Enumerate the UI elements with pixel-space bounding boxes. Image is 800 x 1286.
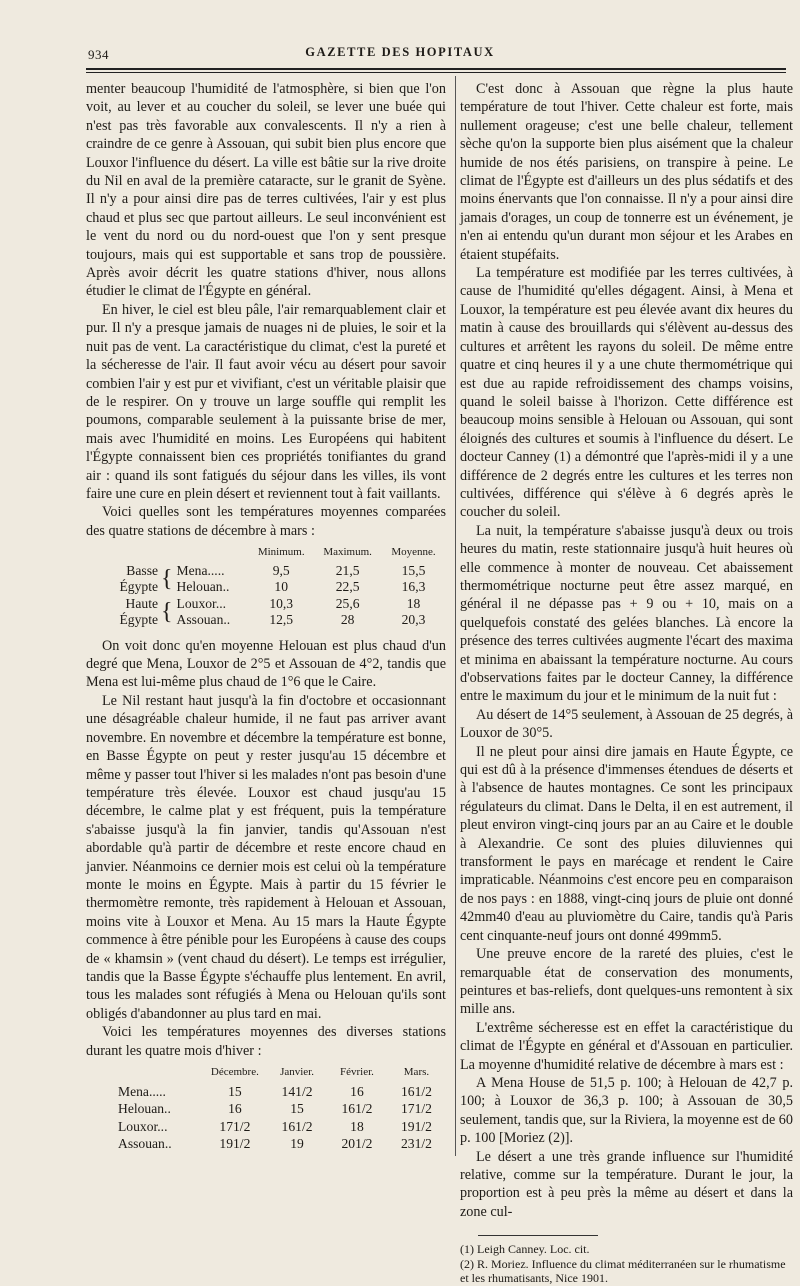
table-cell: 231/2 — [400, 1136, 432, 1152]
header-minimum: Minimum. — [257, 546, 305, 559]
table-row — [116, 1083, 446, 1101]
value-mean: 15,5 — [401, 562, 426, 578]
value-max: 22,5 — [335, 579, 360, 595]
table-cell: 19 — [290, 1136, 304, 1152]
brace-glyph: { — [161, 566, 173, 593]
value-min: 12,5 — [269, 612, 294, 628]
column-separator — [455, 76, 456, 1156]
table-cell: 171/2 — [400, 1101, 432, 1117]
running-head-title: GAZETTE DES HOPITAUX — [305, 45, 495, 59]
table-header-row — [116, 1064, 446, 1083]
station-name: Helouan.. — [118, 1101, 171, 1117]
header-maximum: Maximum. — [323, 546, 372, 559]
table-row — [86, 563, 446, 580]
header-december: Décembre. — [210, 1066, 259, 1078]
header-rule — [86, 68, 786, 70]
paragraph: On voit donc qu'en moyenne Helouan est plus chaud d'un degré que Mena, Louxor de 2°5 et Assouan de 4°2, tandis que Mena est lui-même plus chaud de 1°6 que le Caire. — [86, 637, 446, 691]
table-cell: 201/2 — [341, 1136, 373, 1152]
station-name: Helouan.. — [176, 579, 230, 595]
table-cell: 15 — [290, 1101, 304, 1117]
table-cell: 16 — [228, 1101, 242, 1117]
value-min: 9,5 — [272, 562, 290, 578]
station-name: Mena..... — [118, 1083, 166, 1099]
paragraph: Voici quelles sont les températures moyennes comparées des quatre stations de décembre à mars : — [86, 504, 446, 539]
paragraph: Au désert de 14°5 seulement, à Assouan de 25 degrés, à Louxor de 30°5. — [460, 706, 793, 742]
table-cell: 141/2 — [281, 1083, 313, 1099]
station-name: Louxor... — [118, 1118, 168, 1134]
value-max: 28 — [340, 612, 355, 628]
paragraph: C'est donc à Assouan que règne la plus haute température de tout l'hiver. Cette chaleur est forte, mais nullement orageuse; c'est une belle chaleur, tellement sèche qu'on la supporte bien plus aisément que la chaleur humide de nos étés parisiens, on transpire à peine. Le climat de l'Égypte est d'ailleurs un des plus sédatifs et des moins énervants que l'on connaisse. Il n'y a pour ainsi dire jamais d'orages, un coup de tonnerre est un événement, je n'en ai entendu qu'un durant mon séjour et les Arabes en étaient stupéfaits. — [460, 81, 793, 263]
table-cell: 18 — [350, 1118, 364, 1134]
paragraph: En hiver, le ciel est bleu pâle, l'air remarquablement clair et pur. Il n'y a presque jamais de nuages ni de pluies, le soir et la nuit pas de vent. La caractéristique du climat, c'est la pureté et la sécheresse de l'air. Il faut avoir vécu au désert pour savoir combien l'air y est pur et vivifiant, c'est un véritable plaisir que de le respirer. On y trouve un large souffle qui remplit les poumons, comparable seulement à la puissante brise de mer, mais avec l'humidité en moins. Les Européens qui habitent l'Égypte connaissent bien ces propriétés tonifiantes du grand air : quand ils sont fatigués du séjour dans les villes, ils vont faire une cure en plein désert et reviennent tout à fait vaillants. — [86, 301, 446, 502]
value-max: 21,5 — [335, 562, 360, 578]
mean-temperature-table — [86, 544, 446, 629]
table-row — [86, 596, 446, 613]
table-cell: 161/2 — [400, 1083, 432, 1099]
value-min: 10 — [274, 579, 288, 595]
value-mean: 20,3 — [401, 612, 426, 628]
table-cell: 161/2 — [281, 1118, 313, 1134]
paragraph: Le désert a une très grande influence sur l'humidité relative, comme sur la température. Durant le jour, la proportion est à peu près la même au désert et dans la zone cul- — [460, 1148, 793, 1220]
header-march: Mars. — [403, 1066, 430, 1078]
monthly-temperature-table — [116, 1064, 446, 1153]
table-cell: 161/2 — [341, 1101, 373, 1117]
table-cell: 16 — [350, 1083, 364, 1099]
table-header-row — [86, 544, 446, 563]
value-max: 25,6 — [335, 595, 360, 611]
value-mean: 16,3 — [401, 579, 426, 595]
paragraph: menter beaucoup l'humidité de l'atmosphère, si bien que l'on voit, au lever et au coucher du soleil, se lever une buée qui n'est pas très favorable aux convalescents. Il n'y a rien à craindre de ce genre à Assouan, qui subit bien plus encore que Louxor l'influence du désert. La ville est bâtie sur la rive droite du Nil en aval de la première cataracte, sur le granit de Syène. Il n'y a pour ainsi dire pas de terres cultivées, l'air y est plus chaud et plus sec que partout ailleurs. Le seul inconvénient est le vent du nord ou du nord-ouest que l'on y sent presque toujours, mais qui est supportable et sans trop de poussière. Après avoir décrit les quatre stations d'hiver, nous allons étudier le climat de l'Égypte en général. — [86, 81, 446, 300]
paragraph: Une preuve encore de la rareté des pluies, c'est le remarquable état de conservation des monuments, peintures et bas-reliefs, dont quelques-uns remontent à six mille ans. — [460, 946, 793, 1018]
paragraph: La température est modifiée par les terres cultivées, à cause de l'humidité qu'elles dégagent. Ainsi, à Mena et Louxor, la température est peu élevée avant dix heures du matin à cause des brouillards qui s'élèvent au-dessus des cultures et arrêtent les rayons du soleil. De même entre quatre et cinq heures il y a une chute thermométrique qui est due au rapide refroidissement des champs voisins, quand le soleil baisse à l'horizon. Cette différence est beaucoup moins sensible à Helouan ou Assouan, qui sont éloignés des cultures et soumis à l'influence du désert. Le docteur Canney (1) a démontré que l'après-midi il y a une différence de 2 degrés entre les cultures et les terres non cultivées, différence qui s'élève à 6 degrés après le coucher du soleil. — [460, 265, 793, 521]
table-cell: 191/2 — [219, 1136, 251, 1152]
footnote-rule — [478, 1235, 598, 1236]
header-january: Janvier. — [280, 1066, 314, 1078]
paragraph: Il ne pleut pour ainsi dire jamais en Haute Égypte, ce qui est dû à la présence d'immenses étendues de déserts et à l'absence de hautes montagnes. Ce sont les principaux régulateurs du climat. Dans le Delta, il en est autrement, il pleut environ vingt-cinq jours par an au Caire et le double à Alexandrie. Ce sont des pluies diluviennes qui transforment le pays en marécage et rendent le Caire impraticable. Néanmoins c'est encore peu en comparaison de nos pays : en 1888, vingt-cinq jours de pluie ont donné 42mm40 d'eau au pluviomètre du Caire, tandis qu'à Paris cent cinquante-neuf jours ont donné 499mm5. — [460, 743, 793, 944]
table-row — [116, 1135, 446, 1153]
paragraph: La nuit, la température s'abaisse jusqu'à deux ou trois heures du matin, reste stationnaire jusqu'à huit heures où elle commence à monter de nouveau. Cet abaissement thermométrique nocturne peut être assez marqué, en général il ne dépasse pas + 9 ou + 10, mais on a quelquefois constaté des gelées blanches. Là encore la présence des terres cultivées augmente l'écart des maxima et minima en abaissant la température nocturne. Au cours d'observations faites par le docteur Canney, la différence entre le maximum du jour et le minimum de la nuit fut : — [460, 522, 793, 705]
page-number: 934 — [88, 47, 109, 62]
station-name: Assouan.. — [118, 1136, 172, 1152]
brace-glyph: { — [161, 599, 173, 626]
left-column — [86, 80, 446, 1153]
header-mean: Moyenne. — [391, 546, 436, 559]
value-min: 10,3 — [269, 595, 294, 611]
region-label: Haute Égypte — [119, 595, 159, 628]
table-cell: 171/2 — [219, 1118, 251, 1134]
footnote-1: (1) Leigh Canney. Loc. cit. — [460, 1242, 590, 1257]
table-row — [116, 1100, 446, 1118]
header-february: Février. — [340, 1066, 374, 1078]
paragraph: A Mena House de 51,5 p. 100; à Helouan de 42,7 p. 100; à Louxor de 36,3 p. 100; à Assouan de 30,5 seulement, tandis que, sur la Riviera, la moyenne est de 60 p. 100 [Moriez (2)]. — [460, 1074, 793, 1147]
table-row — [116, 1118, 446, 1136]
paragraph: L'extrême sécheresse est en effet la caractéristique du climat de l'Égypte en général et d'Assouan en particulier. La moyenne d'humidité relative de décembre à mars est : — [460, 1019, 793, 1073]
footnote-2: (2) R. Moriez. Influence du climat méditerranéen sur le rhumatisme et les rhumatisants, Nice 1901. — [460, 1257, 786, 1286]
station-name: Mena..... — [176, 562, 225, 578]
region-label: Basse Égypte — [119, 562, 159, 595]
station-name: Louxor... — [176, 595, 227, 611]
table-cell: 191/2 — [400, 1118, 432, 1134]
header-rule-thin — [86, 72, 786, 73]
footnotes — [460, 1242, 793, 1285]
paragraph: Le Nil restant haut jusqu'à la fin d'octobre et occasionnant une désagréable chaleur humide, il ne faut pas arriver avant novembre. En novembre et décembre la température est bonne, en Basse Égypte on peut y rester jusqu'au 15 décembre et même y passer tout l'hiver si les malades n'ont pas besoin d'une température très élevée. Louxor est chaud jusqu'au 15 décembre, le calme plat y est fréquent, puis la température s'abaisse jusqu'à la fin janvier, tandis qu'Assouan n'est abordable qu'à partir de décembre et reste encore chaud en janvier. Néanmoins ce dernier mois est celui où la température monte le moins en Égypte. Mais à partir du 15 février le thermomètre remonte, très rapidement à Helouan et Assouan, moins vite à Louxor et Mena. Au 15 mars la Haute Égypte commence à être pénible pour les Européens à cause des coups de « khamsin » (vent chaud du désert). Le temps est irrégulier, tandis que la Basse Égypte s'échauffe plus lentement. En avril, tous les malades sont réfugiés à Mena ou Helouan qu'ils sont obligés d'abandonner au plus tard en mai. — [86, 692, 446, 1022]
value-mean: 18 — [406, 595, 421, 611]
station-name: Assouan.. — [176, 612, 231, 628]
paragraph: Voici les températures moyennes des diverses stations durant les quatre mois d'hiver : — [86, 1024, 446, 1059]
right-column — [460, 80, 793, 1286]
table-cell: 15 — [228, 1083, 242, 1099]
